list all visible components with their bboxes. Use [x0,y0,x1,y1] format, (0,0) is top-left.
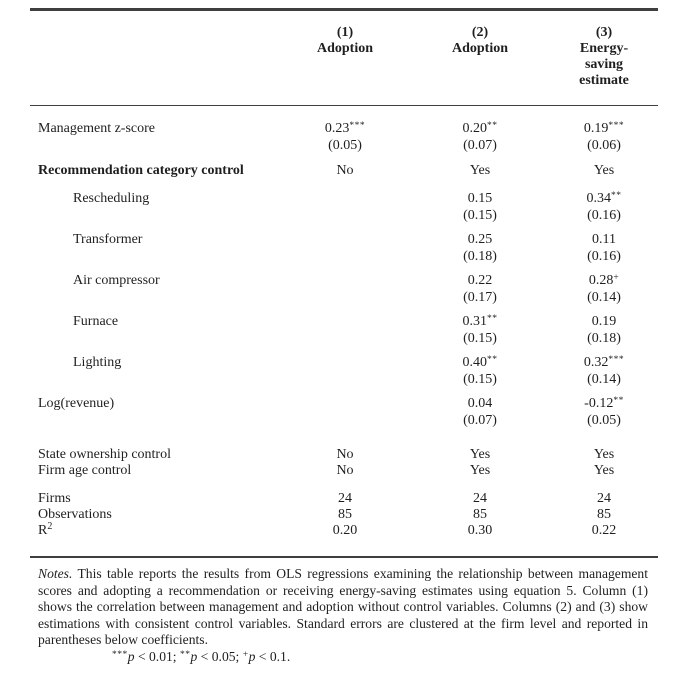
sig-marker: + [613,272,620,283]
row-label: Observations [38,507,112,523]
notes-text: This table reports the results from OLS regressions examining the relationship between management scores and adopting a recommendation or receiving energy-saving estimates using equation 5. Column (1) shows the correlation between management and adoption without control variables. Columns (2) and (3) show estimations with consistent control variables. Standard errors are clustered at the firm level and reported in parentheses below coefficients. [38,566,648,648]
cell [280,121,410,154]
std-error: (0.05) [328,138,362,154]
coef-value: 0.15 [467,191,493,207]
row-label: Firm age control [38,463,132,479]
sig-p: p [190,649,198,665]
sig-marker: *** [608,120,625,131]
coef-value: 0.11 [592,232,616,248]
cell [550,121,658,154]
coef-value: 0.19 [591,314,617,330]
regression-table [30,8,658,668]
table-row-recommendation-control [30,163,658,179]
cell: No [336,463,354,479]
sig-marker: *** [112,650,128,661]
coefficient [410,191,550,208]
column-number: (3) [595,24,613,40]
std-error: (0.06) [587,138,621,154]
sig-p: p [248,649,256,665]
cell: 24 [597,491,611,507]
sig-marker: ** [487,120,498,131]
cell: 0.22 [591,523,617,539]
cell: No [336,447,354,463]
table-row-firms [30,491,658,507]
r-squared-base: R [38,523,48,539]
cell: Yes [469,463,491,479]
coef-value: 0.23 [324,121,350,137]
column-title-line: Energy- [579,40,629,56]
coefficient [550,121,658,138]
cell: Yes [593,447,615,463]
coef-value: 0.04 [467,396,493,412]
significance-legend [38,649,648,668]
cell [550,273,658,306]
sig-marker: *** [608,354,625,365]
cell [550,232,658,265]
cell: No [336,163,354,179]
cell: Yes [593,163,615,179]
coefficient [550,191,658,208]
column-number: (2) [471,24,489,40]
table-row-furnace [30,314,658,347]
table-body [30,106,658,556]
sig-marker: ** [613,395,624,406]
std-error: (0.17) [463,290,497,306]
coefficient [280,121,410,138]
coef-value: 0.19 [583,121,609,137]
cell [410,396,550,429]
row-label: State ownership control [38,447,171,463]
cell: 85 [338,507,352,523]
cell: Yes [593,463,615,479]
coefficient [410,314,550,331]
column-number: (1) [336,24,354,40]
coefficient [410,121,550,138]
std-error: (0.14) [587,372,621,388]
std-error: (0.15) [463,208,497,224]
column-header-3 [550,25,658,89]
table-notes [30,566,658,668]
table-row-management-zscore [30,121,658,154]
sig-threshold: < 0.1. [255,649,291,665]
cell [410,273,550,306]
coef-value: 0.28 [588,273,614,289]
cell [410,314,550,347]
coefficient [410,355,550,372]
row-label: Air compressor [73,273,160,289]
table-row-firm-age [30,463,658,479]
sig-threshold: < 0.01; [134,649,180,665]
table-header-row [30,11,658,105]
cell: 85 [473,507,487,523]
std-error: (0.07) [463,413,497,429]
coefficient [550,273,658,290]
cell [550,355,658,388]
sig-marker: ** [611,190,622,201]
sig-marker: ** [487,354,498,365]
sig-marker: *** [349,120,366,131]
cell [410,355,550,388]
column-header-1 [280,25,410,57]
coefficient [410,273,550,290]
sig-p: p [127,649,135,665]
cell [410,121,550,154]
coef-value: 0.32 [583,355,609,371]
column-title-line: Adoption [316,40,374,56]
table-row-rescheduling [30,191,658,224]
notes-paragraph [38,566,648,649]
std-error: (0.16) [587,208,621,224]
table-row-air-compressor [30,273,658,306]
cell: 24 [473,491,487,507]
coef-value: -0.12 [584,396,614,412]
table-row-observations [30,507,658,523]
std-error: (0.07) [463,138,497,154]
cell: 85 [597,507,611,523]
row-label: Recommendation category control [38,163,244,179]
cell: 24 [338,491,352,507]
sig-marker: ** [487,313,498,324]
table-bottom-rule [30,556,658,558]
cell: Yes [469,447,491,463]
coef-value: 0.25 [467,232,493,248]
std-error: (0.15) [463,331,497,347]
std-error: (0.15) [463,372,497,388]
coefficient [550,396,658,413]
row-label: Lighting [73,355,122,371]
row-label: Log(revenue) [38,396,115,412]
coef-value: 0.40 [462,355,487,371]
std-error: (0.18) [463,249,497,265]
std-error: (0.14) [587,290,621,306]
column-title-line: Adoption [451,40,509,56]
coefficient [550,232,658,249]
table-row-r-squared [30,523,658,540]
coefficient [410,232,550,249]
sig-marker: ** [179,650,191,661]
table-row-log-revenue [30,396,658,429]
std-error: (0.16) [587,249,621,265]
row-label: Firms [38,491,71,507]
cell: 0.30 [467,523,493,539]
column-title-line: saving [584,56,624,72]
row-label: Rescheduling [73,191,150,207]
coef-value: 0.20 [462,121,487,137]
cell: Yes [469,163,491,179]
table-row-state-ownership [30,447,658,463]
sig-marker: + [242,650,249,661]
cell [410,232,550,265]
coef-value: 0.34 [586,191,611,207]
column-header-2 [410,25,550,57]
std-error: (0.18) [587,331,621,347]
coef-value: 0.31 [462,314,487,330]
coefficient [550,314,658,331]
r-squared-exponent: 2 [47,521,53,533]
row-label [30,523,280,540]
coefficient [410,396,550,413]
row-label: Transformer [73,232,143,248]
notes-label: Notes. [38,566,73,582]
coef-value: 0.22 [467,273,493,289]
column-title-line: estimate [579,72,629,88]
row-label: Management z-score [38,121,155,137]
table-row-lighting [30,355,658,388]
sig-threshold: < 0.05; [197,649,243,665]
cell [550,314,658,347]
cell [550,191,658,224]
row-label: Furnace [73,314,119,330]
std-error: (0.05) [587,413,621,429]
coefficient [550,355,658,372]
cell [410,191,550,224]
cell [550,396,658,429]
table-row-transformer [30,232,658,265]
cell: 0.20 [332,523,358,539]
